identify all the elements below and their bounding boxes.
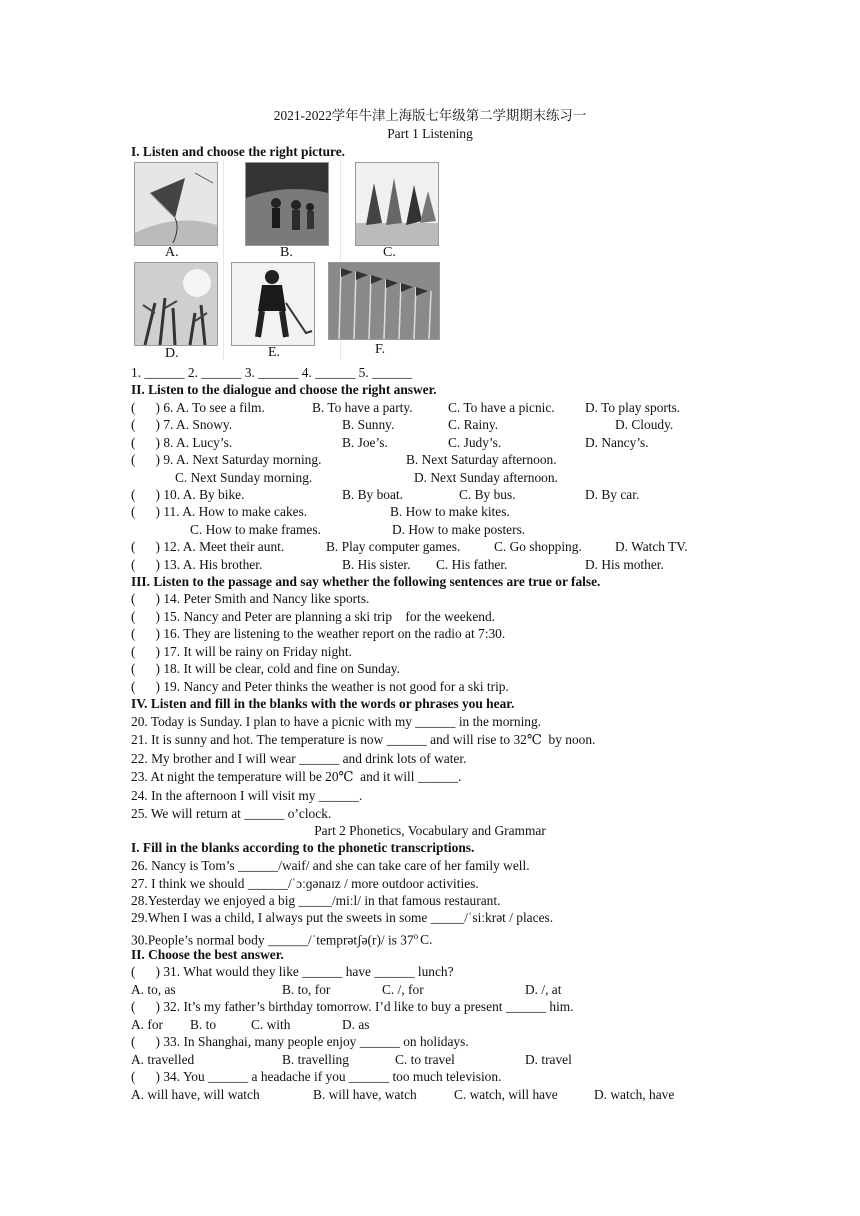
statement-item: ( ) 17. It will be rainy on Friday night.: [131, 644, 352, 659]
statement-item: ( ) 18. It will be clear, cold and fine on Sunday.: [131, 661, 400, 676]
picture-label: E.: [268, 345, 281, 360]
degree-sign: o: [413, 931, 419, 941]
option-c: C. Judy’s.: [448, 435, 502, 450]
option-b: B. to, for: [282, 982, 331, 997]
option-d: D. watch, have: [594, 1087, 675, 1102]
fill-blank-item: 25. We will return at ______ o’clock.: [131, 806, 332, 821]
option-a: A. travelled: [131, 1052, 195, 1067]
option-b: B. Sunny.: [342, 417, 395, 432]
question-text: ( ) 6. A. To see a film.: [131, 400, 265, 415]
option-c: C. By bus.: [459, 487, 516, 502]
statement-item: ( ) 19. Nancy and Peter thinks the weather is not good for a ski trip.: [131, 679, 509, 694]
question-32: ( ) 32. It’s my father’s birthday tomorrow. I’d like to buy a present ______ him.: [131, 999, 574, 1014]
option-b: B. Joe’s.: [342, 435, 388, 450]
statement-item: ( ) 16. They are listening to the weather report on the radio at 7:30.: [131, 626, 506, 641]
question-31: ( ) 31. What would they like ______ have ______ lunch?: [131, 964, 454, 979]
option-d: D. /, at: [525, 982, 562, 997]
fill-blank-item: 22. My brother and I will wear ______ and drink lots of water.: [131, 751, 467, 766]
windsurfing-icon: [355, 162, 439, 246]
option-b: B. How to make kites.: [390, 504, 510, 519]
question-text: ( ) 7. A. Snowy.: [131, 417, 233, 432]
question-text: ( ) 13. A. His brother.: [131, 557, 263, 572]
option-c: C. His father.: [436, 557, 508, 572]
option-d: D. as: [342, 1017, 370, 1032]
option-c: C. with: [251, 1017, 291, 1032]
question-text: ( ) 11. A. How to make cakes.: [131, 504, 308, 519]
part2-heading: Part 2 Phonetics, Vocabulary and Grammar: [314, 823, 546, 838]
phonetic-item: 26. Nancy is Tom’s ______/waif/ and she can take care of her family well.: [131, 858, 530, 873]
part1-heading: Part 1 Listening: [387, 126, 473, 141]
option-d: D. How to make posters.: [392, 522, 526, 537]
section5-heading: I. Fill in the blanks according to the phonetic transcriptions.: [131, 840, 475, 855]
question-34: ( ) 34. You ______ a headache if you ______ too much television.: [131, 1069, 502, 1084]
option-c: C. How to make frames.: [190, 522, 321, 537]
picture-label: C.: [383, 245, 396, 260]
statement-item: ( ) 15. Nancy and Peter are planning a ski trip for the weekend.: [131, 609, 496, 624]
option-c: C. Next Sunday morning.: [175, 470, 313, 485]
option-b: B. will have, watch: [313, 1087, 417, 1102]
fill-blank-item: 24. In the afternoon I will visit my ______.: [131, 788, 363, 803]
option-b: B. By boat.: [342, 487, 404, 502]
picture-answer-blanks: 1. ______ 2. ______ 3. ______ 4. ______ 5. ______: [131, 365, 413, 380]
fill-blank-item: 20. Today is Sunday. I plan to have a picnic with my ______ in the morning.: [131, 714, 542, 729]
phonetic-item-text: 30.People’s normal body ______/ˈtemprətʃə(r)/ is 37: [131, 932, 414, 948]
option-d: D. By car.: [585, 487, 640, 502]
section2-heading: II. Listen to the dialogue and choose the right answer.: [131, 382, 437, 397]
option-b: B. Next Saturday afternoon.: [406, 452, 557, 467]
question-text: ( ) 8. A. Lucy’s.: [131, 435, 233, 450]
flags-icon: [328, 262, 440, 340]
section6-heading: II. Choose the best answer.: [131, 947, 284, 962]
option-c: C. /, for: [382, 982, 424, 997]
question-text: ( ) 12. A. Meet their aunt.: [131, 539, 285, 554]
fill-blank-item: 23. At night the temperature will be 20℃ and it will ______.: [131, 769, 462, 784]
option-c: C. to travel: [395, 1052, 455, 1067]
hikers-icon: [245, 162, 329, 246]
section4-heading: IV. Listen and fill in the blanks with the words or phrases you hear.: [131, 696, 515, 711]
option-c: C. Go shopping.: [494, 539, 582, 554]
question-text: ( ) 9. A. Next Saturday morning.: [131, 452, 322, 467]
picture-label: B.: [280, 245, 293, 260]
option-d: D. Cloudy.: [615, 417, 674, 432]
option-a: A. to, as: [131, 982, 176, 997]
section3-heading: III. Listen to the passage and say whether the following sentences are true or false.: [131, 574, 601, 589]
option-b: B. To have a party.: [312, 400, 413, 415]
plants-icon: [134, 262, 218, 346]
picture-label: F.: [375, 342, 386, 357]
option-d: D. Watch TV.: [615, 539, 688, 554]
question-text: ( ) 10. A. By bike.: [131, 487, 245, 502]
option-c: C. Rainy.: [448, 417, 499, 432]
option-d: D. To play sports.: [585, 400, 681, 415]
option-c: C. To have a picnic.: [448, 400, 555, 415]
option-d: D. His mother.: [585, 557, 664, 572]
phonetic-item: 27. I think we should ______/ˈɔːɡənaɪz / more outdoor activities.: [131, 876, 479, 891]
option-a: A. will have, will watch: [131, 1087, 260, 1102]
fill-blank-item: 21. It is sunny and hot. The temperature is now ______ and will rise to 32℃ by noon.: [131, 732, 596, 747]
kite-icon: [134, 162, 218, 246]
phonetic-item: 29.When I was a child, I always put the sweets in some _____/ˈsiːkrət / places.: [131, 910, 554, 925]
option-c: C. watch, will have: [454, 1087, 558, 1102]
option-d: D. travel: [525, 1052, 572, 1067]
statement-item: ( ) 14. Peter Smith and Nancy like sports.: [131, 591, 370, 606]
option-d: D. Nancy’s.: [585, 435, 649, 450]
phonetic-item: 28.Yesterday we enjoyed a big _____/miːl/ in that famous restaurant.: [131, 893, 501, 908]
exam-title: 2021-2022学年牛津上海版七年级第二学期期末练习一: [273, 108, 587, 123]
unit-text: C.: [420, 932, 433, 948]
option-d: D. Next Sunday afternoon.: [414, 470, 558, 485]
option-b: B. His sister.: [342, 557, 411, 572]
picture-label: D.: [165, 346, 179, 361]
option-a: A. for: [131, 1017, 163, 1032]
option-b: B. travelling: [282, 1052, 349, 1067]
picture-label: A.: [165, 245, 179, 260]
option-b: B. to: [190, 1017, 217, 1032]
question-33: ( ) 33. In Shanghai, many people enjoy ______ on holidays.: [131, 1034, 469, 1049]
grid-divider: [223, 160, 224, 360]
option-b: B. Play computer games.: [326, 539, 461, 554]
ice-hockey-icon: [231, 262, 315, 346]
section1-heading: I. Listen and choose the right picture.: [131, 144, 346, 159]
